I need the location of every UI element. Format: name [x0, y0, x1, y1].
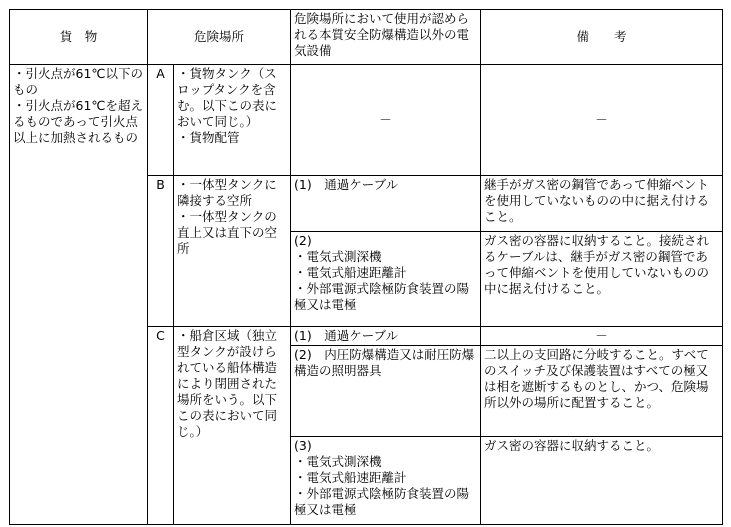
zone-b-place — [174, 176, 291, 327]
header-remarks: 備 考 — [481, 10, 723, 65]
zone-b-remarks-2: ガス密の容器に収納すること。接続されるケーブルは、継手がガス密の鋼管であって伸縮ベントを使用していないものの中に据え付けること。 — [481, 232, 723, 327]
zone-b-equipment-2-item-2: ・電気式船速距離計 — [294, 265, 407, 280]
zone-c-remarks-2: 二以上の支回路に分岐すること。すべてのスイッチ及び保護装置はすべての極又は相を遮断するものとし、かつ、危険場所以外の場所に配置すること。 — [481, 346, 723, 437]
cargo-line-2: ・引火点が61℃を超えるものであって引火点以上に加熱されるもの — [13, 98, 143, 145]
zone-c-equipment-1: (1) 通過ケーブル — [291, 327, 481, 346]
zone-c-equipment-3 — [291, 437, 481, 525]
zone-c-equipment-3-item-2: ・電気式船速距離計 — [294, 470, 407, 485]
zone-a-place-line-2: ・貨物配管 — [177, 130, 240, 145]
zone-b-remarks-1: 継手がガス密の鋼管であって伸縮ベントを使用していないものの中に据え付けること。 — [481, 176, 723, 232]
zone-b-place-line-2: ・一体型タンクの直上又は直下の空所 — [177, 209, 278, 256]
zone-b-letter: B — [148, 176, 174, 327]
cargo-cell — [10, 65, 148, 525]
zone-c-equipment-2: (2) 内圧防爆構造又は耐圧防爆構造の照明器具 — [291, 346, 481, 437]
header-danger-place: 危険場所 — [148, 10, 291, 65]
zone-a-row — [10, 65, 723, 176]
hazard-equipment-table — [9, 9, 723, 525]
zone-c-equipment-3-item-3: ・外部電源式陰極防食装置の陽極又は電極 — [294, 486, 470, 517]
header-row — [10, 10, 723, 65]
zone-c-letter: C — [148, 327, 174, 525]
zone-b-equipment-2 — [291, 232, 481, 327]
zone-a-place-line-1: ・貨物タンク（スロップタンクを含む。以下この表において同じ。） — [177, 66, 278, 129]
zone-c-equipment-3-num: (3) — [294, 438, 312, 453]
zone-a-place — [174, 65, 291, 176]
zone-b-place-line-1: ・一体型タンクに隣接する空所 — [177, 177, 277, 208]
zone-b-equipment-1: (1) 通過ケーブル — [291, 176, 481, 232]
zone-b-equipment-2-item-1: ・電気式測深機 — [294, 249, 382, 264]
zone-c-place: ・船倉区域（独立型タンクが設けられている船体構造により閉囲された場所をいう。以下この表において同じ。） — [174, 327, 291, 525]
cargo-line-1: ・引火点が61℃以下のもの — [13, 66, 143, 97]
zone-c-remarks-3: ガス密の容器に収納すること。 — [481, 437, 723, 525]
zone-a-letter: A — [148, 65, 174, 176]
zone-a-remarks: － — [481, 65, 723, 176]
header-cargo: 貨 物 — [10, 10, 148, 65]
zone-b-equipment-2-item-3: ・外部電源式陰極防食装置の陽極又は電極 — [294, 281, 470, 312]
header-equipment: 危険場所において使用が認められる本質安全防爆構造以外の電気設備 — [291, 10, 481, 65]
zone-c-remarks-1: － — [481, 327, 723, 346]
zone-a-equipment: － — [291, 65, 481, 176]
zone-b-equipment-2-num: (2) — [294, 233, 312, 248]
zone-c-equipment-3-item-1: ・電気式測深機 — [294, 454, 382, 469]
